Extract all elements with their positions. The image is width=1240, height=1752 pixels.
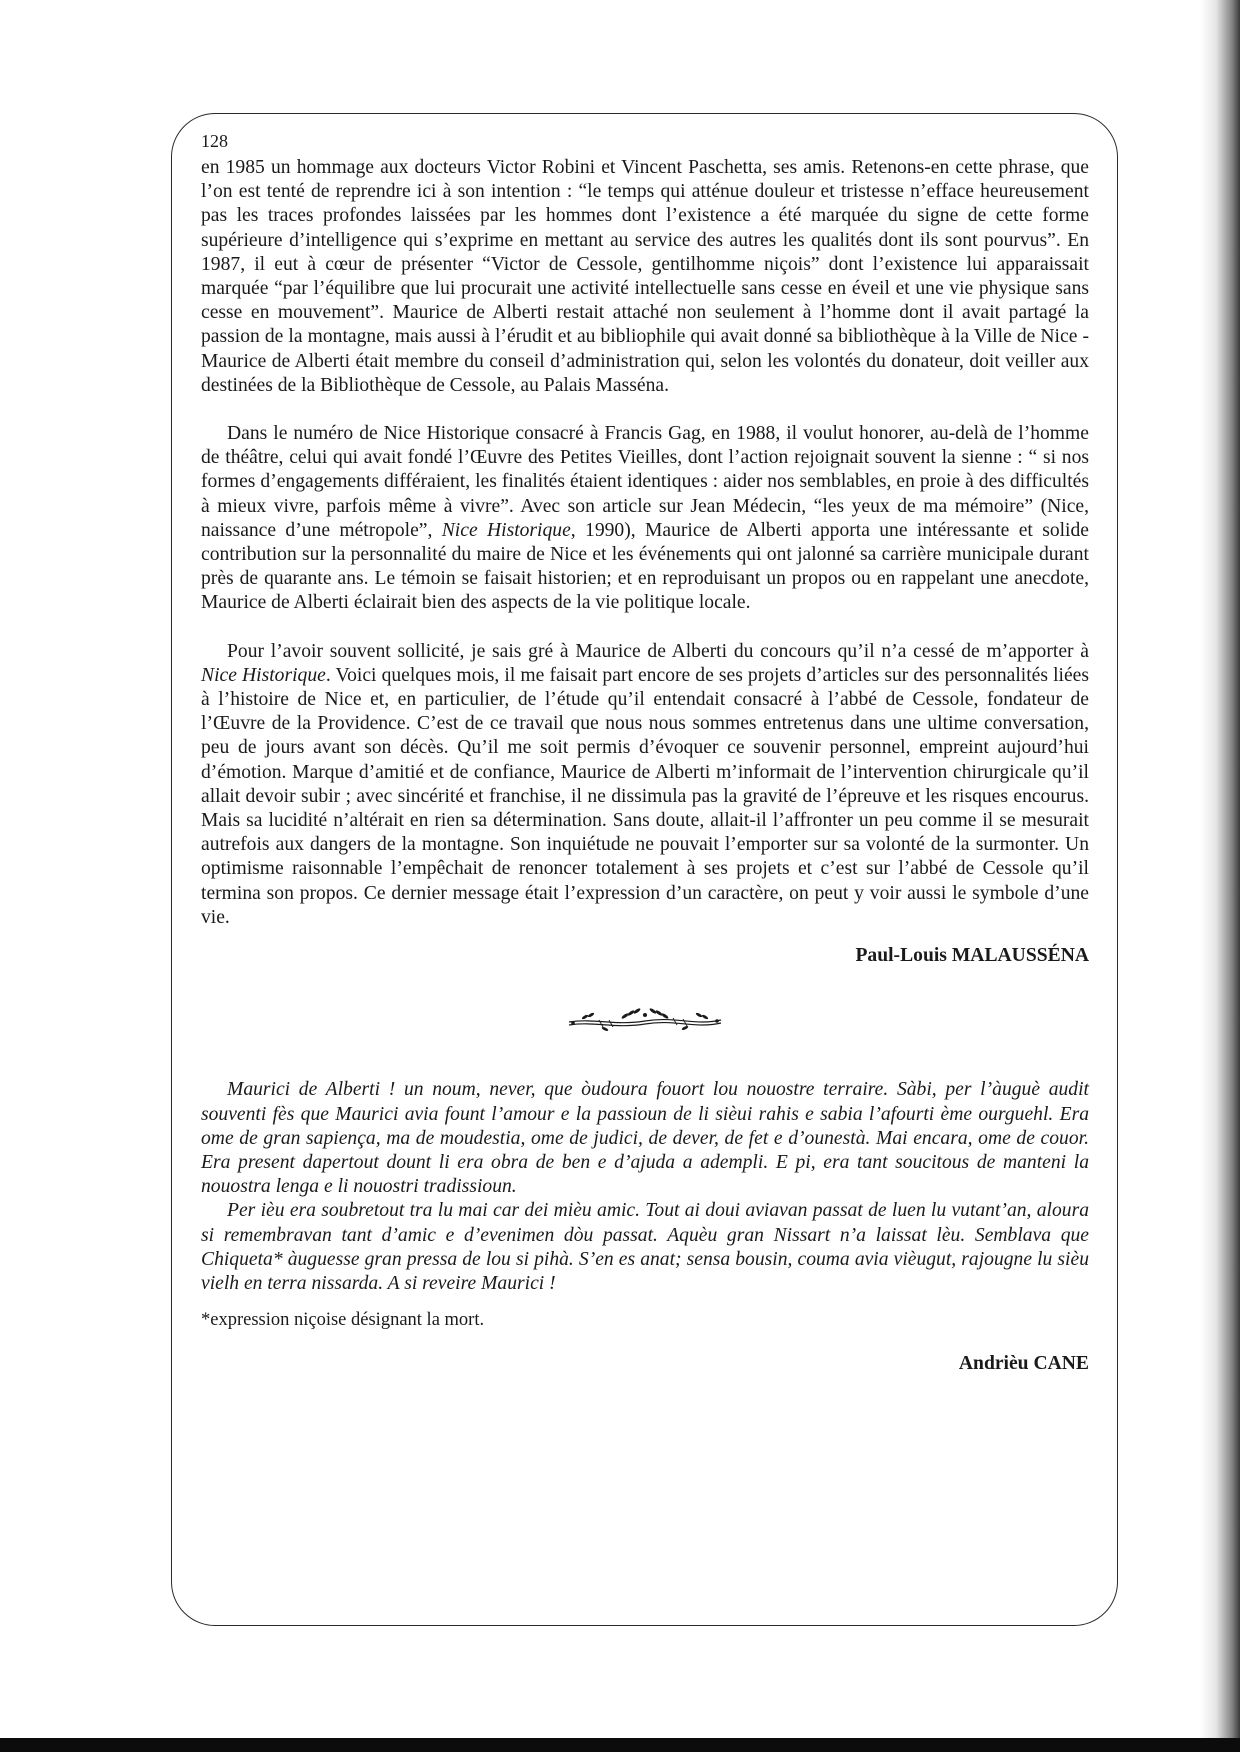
paragraph-2: Dans le numéro de Nice Historique consacré à Francis Gag, en 1988, il voulut honorer, au-delà de l’homme de théâtre, celui qui avait fondé l’Œuvre des Petites Vieilles, dont l’action rejoignait souvent la sienne : “ si nos formes d’engagements différaient, les finalités étaient identiques : aider nos semblables, en proie à des difficultés à mieux vivre, parfois même à vivre”. Avec son article sur Jean Médecin, “les yeux de ma mémoire” (Nice, naissance d’une métropole”, Nice Historique, 1990), Maurice de Alberti apporta une intéressante et solide contribution sur la personnalité du maire de Nice et les événements qui ont jalonné sa carrière municipale durant près de quarante ans. Le témoin se faisait historien; et en reproduisant un propos ou en rappelant une anecdote, Maurice de Alberti éclairait bien des aspects de la vie politique locale. xyxy=(201,423,1089,614)
provencal-paragraph-1: Maurici de Alberti ! un noum, never, que òudoura fouort lou nouostre terraire. Sàbi, per l’àuguè audit souventi fès que Maurici avia fount l’amour e la passioun de li sièui rahis e sabia l’afourti ème ourguehl. Era ome de gran sapiença, ma de moudestia, ome de judici, de dever, de fet e d’ounestà. Mai encara, ome de couor. Era present dapertout dount li era obra de ben e d’ajuda a adempli. E pi, era tant soucitous de manteni la nouostra lenga e li nouostri tradissioun. xyxy=(201,1079,1089,1198)
page-gutter-shadow xyxy=(1200,0,1240,1752)
paragraph-1: en 1985 un hommage aux docteurs Victor Robini et Vincent Paschetta, ses amis. Retenons-en cette phrase, que l’on est tenté de reprendre ici à son intention : “le temps qui atténue douleur et tristesse n’efface heureusement pas les traces profondes laissées par les hommes dont l’existence a été marquée du signe de cette forme supérieure d’intelligence qui s’exprime en mettant au service des autres les qualités dont ils sont pourvus”. En 1987, il eut à cœur de présenter “Victor de Cessole, gentilhomme niçois” dont l’existence lui apparaissait marquée “par l’équilibre que lui procurait une activité intellectuelle sans cesse en éveil et une vie physique sans cesse en mouvement”. Maurice de Alberti restait attaché non seulement à l’homme dont il avait partagé la passion de la montagne, mais aussi à l’érudit et au bibliophile qui avait donné sa bibliothèque à la Ville de Nice - Maurice de Alberti était membre du conseil d’administration qui, selon les volontés du donateur, doit veiller aux destinées de la Bibliothèque de Cessole, au Palais Masséna. xyxy=(201,157,1089,396)
footnote: *expression niçoise désignant la mort. xyxy=(201,1310,485,1331)
scan-bottom-edge xyxy=(0,1738,1240,1752)
author-signature: Paul-Louis MALAUSSÉNA xyxy=(855,945,1089,967)
provencal-tribute xyxy=(201,1078,1089,1296)
journal-title: Nice Historique xyxy=(441,519,571,541)
paragraph-3: Pour l’avoir souvent sollicité, je sais gré à Maurice de Alberti du concours qu’il n’a cessé de m’apporter à Nice Historique. Voici quelques mois, il me faisait part encore de ses projets d’articles sur des personnalités liées à l’histoire de Nice et, en particulier, de l’étude qu’il entendait consacré à l’abbé de Cessole, fondateur de l’Œuvre de la Providence. C’est de ce travail que nous nous sommes entretenus dans une ultime conversation, peu de jours avant son décès. Qu’il me soit permis d’évoquer ce souvenir personnel, empreint aujourd’hui d’émotion. Marque d’amitié et de confiance, Maurice de Alberti m’informait de l’intervention chirurgicale qu’il allait devoir subir ; avec sincérité et franchise, il ne dissimula pas la gravité de l’épreuve et les risques encourus. Mais sa lucidité n’altérait en rien sa détermination. Sans doute, allait-il l’affronter un peu comme il se mesurait autrefois aux dangers de la montagne. Son inquiétude ne pouvait l’emporter sur sa volonté de la surmonter. Un optimisme raisonnable l’empêchait de renoncer totalement à ses projets et c’est sur l’abbé de Cessole qu’il termina son propos. Ce dernier message était l’expression d’un caractère, on peut y voir aussi le symbole d’une vie. xyxy=(201,640,1089,928)
page-content xyxy=(201,130,1089,1377)
page-number: 128 xyxy=(201,131,228,151)
ornament-divider-icon xyxy=(201,1006,1089,1034)
provencal-paragraph-2: Per ièu era soubretout tra lu mai car dei mièu amic. Tout ai doui aviavan passat de luen lu vutant’an, aloura si remembravan tant d’amic e d’evenimen dòu passat. Aquèu gran Nissart n’a laissat lèu. Semblava que Chiqueta* àuguesse gran pressa de lou si pihà. S’en es anat; sensa bousin, couma avia vièugut, rajougne lu sièu vielh en terra nissarda. A si reveire Maurici ! xyxy=(201,1200,1089,1294)
journal-title: Nice Historique xyxy=(201,664,326,686)
author-signature: Andrièu CANE xyxy=(958,1353,1089,1375)
